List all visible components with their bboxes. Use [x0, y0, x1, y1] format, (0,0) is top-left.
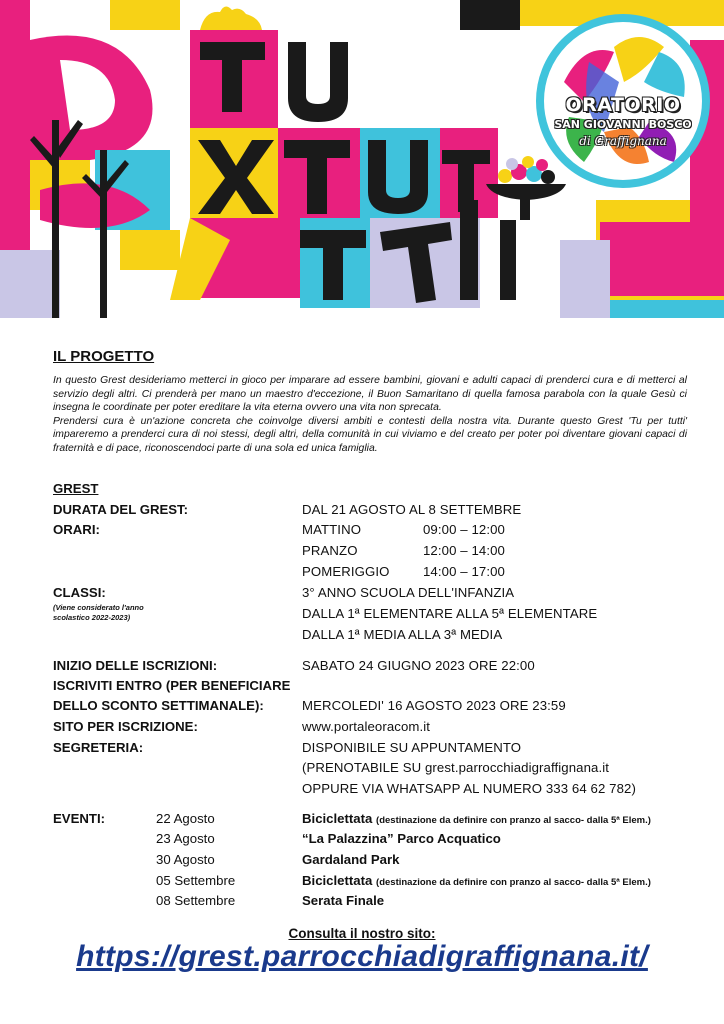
office-line: (PRENOTABILE SU grest.parrocchiadigraffignana.it: [302, 760, 610, 775]
project-title: IL PROGETTO: [53, 348, 155, 365]
event-date: 05 Settembre: [156, 873, 236, 888]
class-item: DALLA 1ª ELEMENTARE ALLA 5ª ELEMENTARE: [302, 606, 598, 621]
project-description: [53, 374, 687, 456]
duration-value: DAL 21 AGOSTO AL 8 SETTEMBRE: [302, 502, 522, 517]
classes-label: CLASSI:: [53, 585, 106, 600]
deadline-label-line2: DELLO SCONTO SETTIMANALE):: [53, 698, 264, 713]
registration-start-label: INIZIO DELLE ISCRIZIONI:: [53, 658, 218, 673]
logo-oratorio-text: ORATORIO: [565, 94, 681, 116]
hours-label: ORARI:: [53, 522, 100, 537]
registration-start-value: SABATO 24 GIUGNO 2023 ORE 22:00: [302, 658, 535, 673]
office-line: DISPONIBILE SU APPUNTAMENTO: [302, 740, 522, 755]
website-link[interactable]: https://grest.parrocchiadigraffignana.it/: [76, 940, 648, 973]
hours-lunch-time: 12:00 – 14:00: [423, 543, 505, 558]
classes-note: (Viene considerato l'anno scolastico 2022-2023): [53, 603, 144, 622]
event-name: Biciclettata (destinazione da definire con pranzo al sacco- dalla 5ª Elem.): [302, 811, 651, 826]
consult-site-text: Consulta il nostro sito:: [288, 926, 436, 941]
class-item: 3° ANNO SCUOLA DELL'INFANZIA: [302, 585, 515, 600]
event-date: 23 Agosto: [156, 831, 215, 846]
event-note: (destinazione da definire con pranzo al sacco- dalla 5ª Elem.): [376, 877, 651, 888]
event-name: Biciclettata (destinazione da definire con pranzo al sacco- dalla 5ª Elem.): [302, 873, 651, 888]
event-note: (destinazione da definire con pranzo al sacco- dalla 5ª Elem.): [376, 815, 651, 826]
hours-afternoon-time: 14:00 – 17:00: [423, 564, 505, 579]
logo-town-text: di Graffignana: [579, 134, 667, 148]
site-label: SITO PER ISCRIZIONE:: [53, 719, 198, 734]
hours-afternoon-name: POMERIGGIO: [302, 564, 390, 579]
event-date: 08 Settembre: [156, 893, 236, 908]
office-label: SEGRETERIA:: [53, 740, 144, 755]
hours-morning-time: 09:00 – 12:00: [423, 522, 505, 537]
site-link[interactable]: www.portaleoracom.it: [302, 719, 431, 734]
logo-saint-text: SAN GIOVANNI BOSCO: [554, 118, 692, 131]
deadline-label-line1: ISCRIVITI ENTRO (PER BENEFICIARE: [53, 678, 291, 693]
hours-morning-name: MATTINO: [302, 522, 362, 537]
oratorio-logo: [536, 14, 710, 188]
event-name: Gardaland Park: [302, 852, 400, 867]
project-paragraph-2: Prendersi cura è un'azione concreta che coinvolge diversi ambiti e contesti della nostra vita. Durante questo Grest 'Tu per tutti' impareremo a prenderci cura di noi stessi, degli altri, della comunità in cui viviamo e del creato per poter poi diventare giovani capaci di fraternità e di pace, riconoscendoci parte di una sola ed unica famiglia.: [53, 415, 688, 454]
event-name: “La Palazzina” Parco Acquatico: [302, 831, 501, 846]
header-banner: [0, 0, 724, 318]
events-label: EVENTI:: [53, 811, 106, 826]
project-paragraph-1: In questo Grest desideriamo metterci in gioco per imparare ad essere bambini, giovani e adulti capaci di prenderci cura e di metterci al servizio degli altri. Ci prenderà per mano un maestro d'eccezione, il Buon Samaritano di quella famosa parabola con la quale Gesù ci insegna le coordinate per poter ereditare la vita eterna ovvero una vita non sprecata.: [53, 375, 687, 414]
event-date: 22 Agosto: [156, 811, 215, 826]
event-date: 30 Agosto: [156, 852, 215, 867]
office-line: OPPURE VIA WHATSAPP AL NUMERO 333 64 62 782): [302, 781, 636, 796]
class-item: DALLA 1ª MEDIA ALLA 3ª MEDIA: [302, 627, 503, 642]
grest-heading: GREST: [53, 481, 99, 496]
duration-label: DURATA DEL GREST:: [53, 502, 189, 517]
event-name: Serata Finale: [302, 893, 385, 908]
hours-lunch-name: PRANZO: [302, 543, 358, 558]
deadline-value: MERCOLEDI' 16 AGOSTO 2023 ORE 23:59: [302, 698, 566, 713]
